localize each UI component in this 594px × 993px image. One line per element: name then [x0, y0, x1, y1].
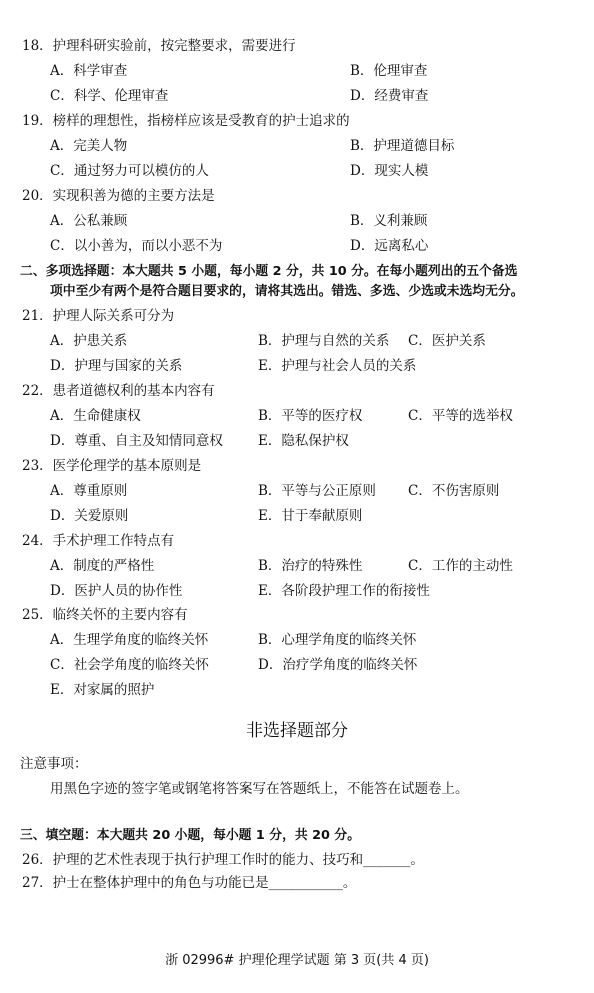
- option-23d: D．关爱原则: [50, 508, 129, 524]
- question-25: 25．临终关怀的主要内容有: [22, 607, 188, 623]
- option-23e: E．甘于奉献原则: [258, 508, 363, 524]
- option-20d: D．远离私心: [350, 238, 429, 254]
- option-22d: D．尊重、自主及知情同意权: [50, 433, 223, 449]
- option-20c: C．以小善为，而以小恶不为: [50, 238, 223, 254]
- nonchoice-section-title: 非选择题部分: [246, 721, 348, 741]
- option-19a: A．完美人物: [50, 138, 128, 154]
- option-21e: E．护理与社会人员的关系: [258, 358, 417, 374]
- option-21d: D．护理与国家的关系: [50, 358, 183, 374]
- option-25c: C．社会学角度的临终关怀: [50, 657, 209, 673]
- option-25e: E．对家属的照护: [50, 682, 155, 698]
- option-24b: B．治疗的特殊性: [258, 558, 363, 574]
- question-20: 20．实现积善为德的主要方法是: [22, 188, 215, 204]
- option-21a: A．护患关系: [50, 333, 128, 349]
- option-21c: C．医护关系: [408, 333, 486, 349]
- option-19d: D．现实人模: [350, 163, 429, 179]
- question-23: 23．医学伦理学的基本原则是: [22, 458, 202, 474]
- option-24a: A．制度的严格性: [50, 558, 155, 574]
- page-footer: 浙 02996# 护理伦理学试题 第 3 页(共 4 页): [165, 953, 429, 968]
- option-22c: C．平等的选举权: [408, 408, 513, 424]
- option-25a: A．生理学角度的临终关怀: [50, 632, 209, 648]
- option-19c: C．通过努力可以模仿的人: [50, 163, 209, 179]
- section-2-heading-line1: 二、多项选择题：本大题共 5 小题，每小题 2 分，共 10 分。在每小题列出的五个备选: [20, 264, 518, 279]
- option-24d: D．医护人员的协作性: [50, 583, 183, 599]
- option-24e: E．各阶段护理工作的衔接性: [258, 583, 430, 599]
- option-23c: C．不伤害原则: [408, 483, 500, 499]
- option-20b: B．义利兼顾: [350, 213, 428, 229]
- question-27: 27．护士在整体护理中的角色与功能已是___________。: [22, 875, 357, 891]
- option-18d: D．经费审查: [350, 88, 429, 104]
- option-23b: B．平等与公正原则: [258, 483, 376, 499]
- question-18: 18．护理科研实验前，按完整要求，需要进行: [22, 38, 296, 54]
- option-22e: E．隐私保护权: [258, 433, 349, 449]
- section-2-heading-line2: 项中至少有两个是符合题目要求的，请将其选出。错选、多选、少选或未选均无分。: [50, 284, 524, 299]
- question-22: 22．患者道德权利的基本内容有: [22, 383, 215, 399]
- option-18c: C．科学、伦理审查: [50, 88, 169, 104]
- option-25d: D．治疗学角度的临终关怀: [258, 657, 418, 673]
- question-26: 26．护理的艺术性表现于执行护理工作时的能力、技巧和_______。: [22, 852, 424, 868]
- notice-label: 注意事项：: [20, 756, 88, 772]
- notice-text: 用黑色字迹的签字笔或钢笔将答案写在答题纸上，不能答在试题卷上。: [50, 781, 469, 797]
- option-21b: B．护理与自然的关系: [258, 333, 390, 349]
- option-25b: B．心理学角度的临终关怀: [258, 632, 417, 648]
- option-19b: B．护理道德目标: [350, 138, 455, 154]
- section-3-heading: 三、填空题：本大题共 20 小题，每小题 1 分，共 20 分。: [20, 828, 360, 843]
- question-19: 19．榜样的理想性，指榜样应该是受教育的护士追求的: [22, 113, 350, 129]
- option-22a: A．生命健康权: [50, 408, 141, 424]
- option-24c: C．工作的主动性: [408, 558, 513, 574]
- option-18b: B．伦理审查: [350, 63, 428, 79]
- option-18a: A．科学审查: [50, 63, 128, 79]
- question-21: 21．护理人际关系可分为: [22, 308, 175, 324]
- option-23a: A．尊重原则: [50, 483, 128, 499]
- question-24: 24．手术护理工作特点有: [22, 533, 175, 549]
- option-20a: A．公私兼顾: [50, 213, 128, 229]
- option-22b: B．平等的医疗权: [258, 408, 363, 424]
